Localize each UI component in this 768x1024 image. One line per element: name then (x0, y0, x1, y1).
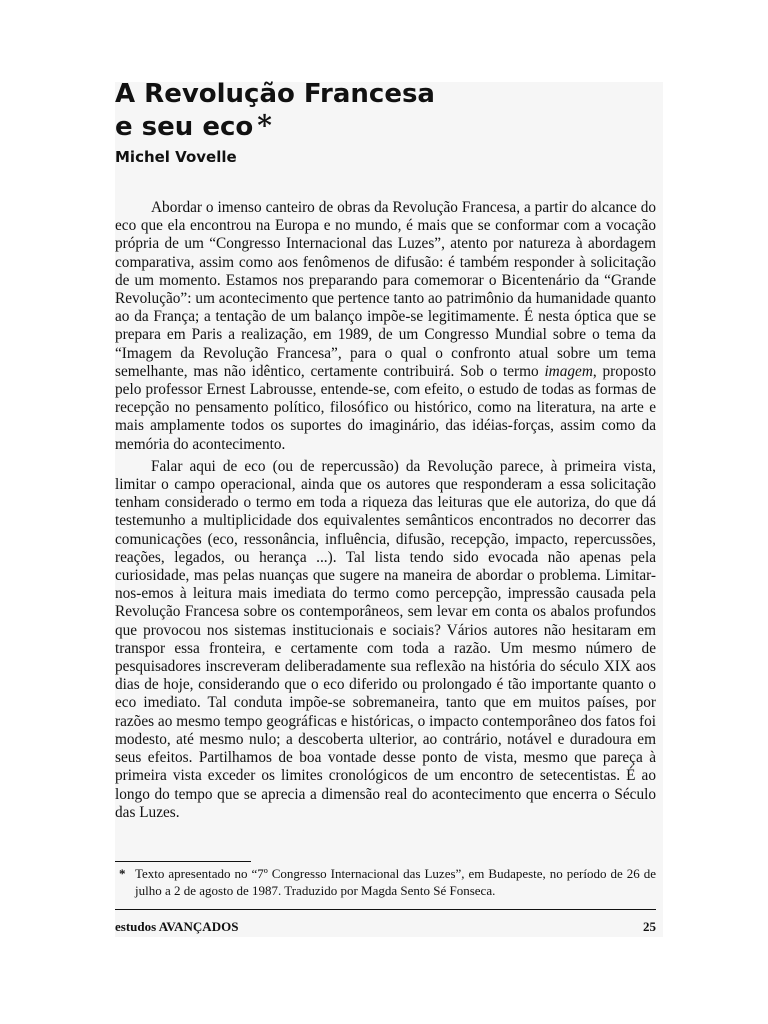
title-line-1: A Revolução Francesa (115, 79, 435, 109)
paragraph-1: Abordar o imenso canteiro de obras da Revolução Francesa, a partir do alcance do eco que ela encontrou na Europa e no mundo, é mais que se conformar com a vocação própria de um “Congresso Internacional das Luzes”, atento por natureza à abordagem comparativa, assim como aos fenômenos de difusão: é também responder à solicitação de um momento. Estamos nos preparando para comemorar o Bicentenário da “Grande Revolução”: um acontecimento que pertence tanto ao patrimônio da humanidade quanto ao da França; a tentação de um balanço impõe-se legitimamente. É nesta óptica que se prepara em Paris a realização, em 1989, de um Congresso Mundial sobre o tema da “Imagem da Revolução Francesa”, para o qual o confronto atual sobre um tema semelhante, mas não idêntico, certamente contribuirá. Sob o termo imagem, proposto pelo professor Ernest Labrousse, entende-se, com efeito, o estudo de todas as formas de recepção no pensamento político, filosófico ou histórico, como na literatura, na arte e mais amplamente todos os suportes do imaginário, das idéias-forças, assim como da memória do acontecimento. (115, 199, 656, 453)
title-line-2-text: e seu eco (115, 112, 254, 142)
footnote (115, 865, 656, 899)
title-footnote-mark: * (257, 109, 272, 142)
article-body (115, 199, 656, 822)
journal-name: estudos AVANÇADOS (115, 919, 239, 934)
page-number: 25 (643, 919, 656, 934)
footnote-text: Texto apresentado no “7º Congresso Internacional das Luzes”, em Budapeste, no período de 26 de julho a 2 de agosto de 1987. Traduzido por Magda Sento Sé Fonseca. (135, 866, 656, 898)
footer-divider (115, 909, 656, 910)
title-line-2 (115, 110, 635, 143)
author-name: Michel Vovelle (115, 148, 237, 166)
italic-term: imagem (544, 362, 593, 380)
article-title (115, 78, 635, 143)
footnote-mark: * (119, 866, 126, 881)
paragraph-2: Falar aqui de eco (ou de repercussão) da Revolução parece, à primeira vista, limitar o campo operacional, ainda que os autores que responderam a essa solicitação tenham considerado o termo em toda a riqueza das leituras que ele autoriza, do que dá testemunho a multiplicidade dos equivalentes semânticos encontrados no decorrer das comunicações (eco, ressonância, influência, difusão, recepção, impacto, repercussões, reações, legados, ou herança ...). Tal lista tendo sido evocada não apenas pela curiosidade, mas pelas nuanças que sugere na maneira de abordar o problema. Limitar-nos-emos à leitura mais imediata do termo como percepção, impressão causada pela Revolução Francesa sobre os contemporâneos, sem levar em conta os abalos profundos que provocou nos sistemas institucionais e sociais? Vários autores não hesitaram em transpor essa fronteira, e certamente com toda a razão. Um mesmo número de pesquisadores inscreveram deliberadamente sua reflexão na história do século XIX aos dias de hoje, considerando que o eco diferido ou prolongado é tão importante quanto o eco imediato. Tal conduta impõe-se sobremaneira, tanto que em muitos países, por razões ao mesmo tempo geográficas e históricas, o impacto contemporâneo dos fatos foi modesto, até mesmo nulo; a descoberta ulterior, ao contrário, notável e duradoura em seus efeitos. Partilhamos de boa vontade desse ponto de vista, mesmo que pareça à primeira vista exceder os limites cronológicos de um encontro de setecentistas. É ao longo do tempo que se aprecia a dimensão real do acontecimento que encerra o Século das Luzes. (115, 457, 656, 821)
footnote-divider (115, 861, 251, 862)
